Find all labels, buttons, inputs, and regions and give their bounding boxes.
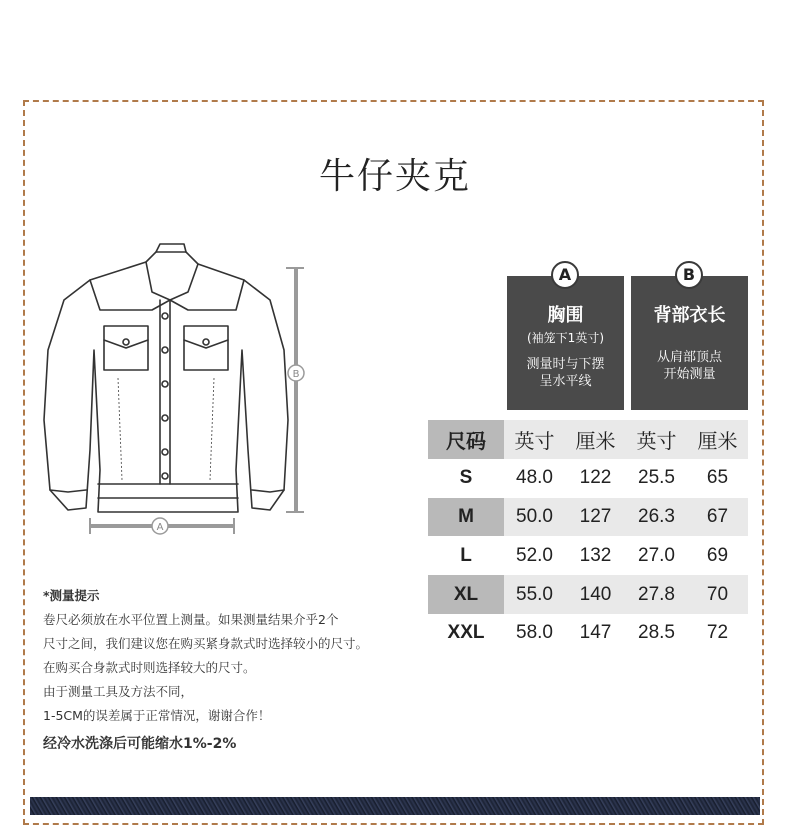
table-row xyxy=(428,614,748,653)
card-b-desc-line-2: 开始测量 xyxy=(663,367,716,382)
value-cell: 50.0 xyxy=(504,498,565,537)
header-chest-inch: 英寸 xyxy=(504,420,565,459)
value-cell: 55.0 xyxy=(504,575,565,614)
header-size: 尺码 xyxy=(428,420,504,459)
value-cell: 72 xyxy=(706,622,729,644)
header-length-cm: 厘米 xyxy=(687,420,748,459)
card-a-title: 胸围 xyxy=(547,305,584,326)
measurement-tips xyxy=(43,584,423,756)
table-row xyxy=(428,536,748,575)
value-cell: 27.0 xyxy=(638,544,675,566)
tip-line: 尺寸之间，我们建议您在购买紧身款式时选择较小的尺寸。 xyxy=(43,636,369,651)
value-cell: 147 xyxy=(579,622,612,644)
value-cell: 65 xyxy=(706,467,729,489)
shrink-notice: 经冷水洗涤后可能缩水1%-2% xyxy=(43,736,237,752)
header-chest-cm: 厘米 xyxy=(565,420,626,459)
table-row xyxy=(428,498,748,537)
measure-card-a xyxy=(507,265,624,410)
size-cell: S xyxy=(459,467,473,489)
measure-card-b xyxy=(631,265,748,410)
value-cell: 27.8 xyxy=(626,575,687,614)
dimension-b-label: B xyxy=(292,369,300,380)
page-title: 牛仔夹克 xyxy=(318,156,471,197)
card-b-title: 背部衣长 xyxy=(653,305,726,326)
size-cell: XXL xyxy=(447,622,485,644)
card-a-desc-line-1: 测量时与下摆 xyxy=(526,357,605,372)
card-b-description xyxy=(631,349,748,383)
value-cell: 69 xyxy=(706,544,729,566)
card-b-desc-line-1: 从肩部顶点 xyxy=(656,350,722,365)
header-length-inch: 英寸 xyxy=(626,420,687,459)
dimension-a-label: A xyxy=(156,522,164,533)
tip-line: 卷尺必须放在水平位置上测量。如果测量结果介乎2个 xyxy=(43,612,339,627)
size-table xyxy=(428,420,748,653)
denim-strip xyxy=(30,797,760,815)
card-a-desc-line-2: 呈水平线 xyxy=(539,374,592,389)
card-a-subtitle: (袖笼下1英寸) xyxy=(527,331,604,345)
jacket-diagram xyxy=(38,240,318,540)
value-cell: 48.0 xyxy=(516,467,553,489)
card-a-description xyxy=(507,356,624,390)
size-cell: M xyxy=(428,498,504,537)
badge-b: B xyxy=(675,261,703,289)
tip-line: 在购买合身款式时则选择较大的尺寸。 xyxy=(43,660,256,675)
value-cell: 52.0 xyxy=(516,544,553,566)
value-cell: 127 xyxy=(565,498,626,537)
value-cell: 67 xyxy=(687,498,748,537)
size-cell: L xyxy=(460,544,472,566)
tips-heading: *测量提示 xyxy=(43,588,100,603)
value-cell: 58.0 xyxy=(516,622,553,644)
value-cell: 122 xyxy=(579,467,612,489)
badge-a: A xyxy=(551,261,579,289)
table-header-row xyxy=(428,420,748,459)
value-cell: 132 xyxy=(579,544,612,566)
value-cell: 26.3 xyxy=(626,498,687,537)
tip-line: 1-5CM的误差属于正常情况，谢谢合作！ xyxy=(43,708,271,723)
size-cell: XL xyxy=(428,575,504,614)
table-row xyxy=(428,575,748,614)
value-cell: 25.5 xyxy=(638,467,675,489)
value-cell: 140 xyxy=(565,575,626,614)
tip-line: 由于测量工具及方法不同， xyxy=(43,684,194,699)
value-cell: 70 xyxy=(687,575,748,614)
table-row xyxy=(428,459,748,498)
value-cell: 28.5 xyxy=(638,622,675,644)
